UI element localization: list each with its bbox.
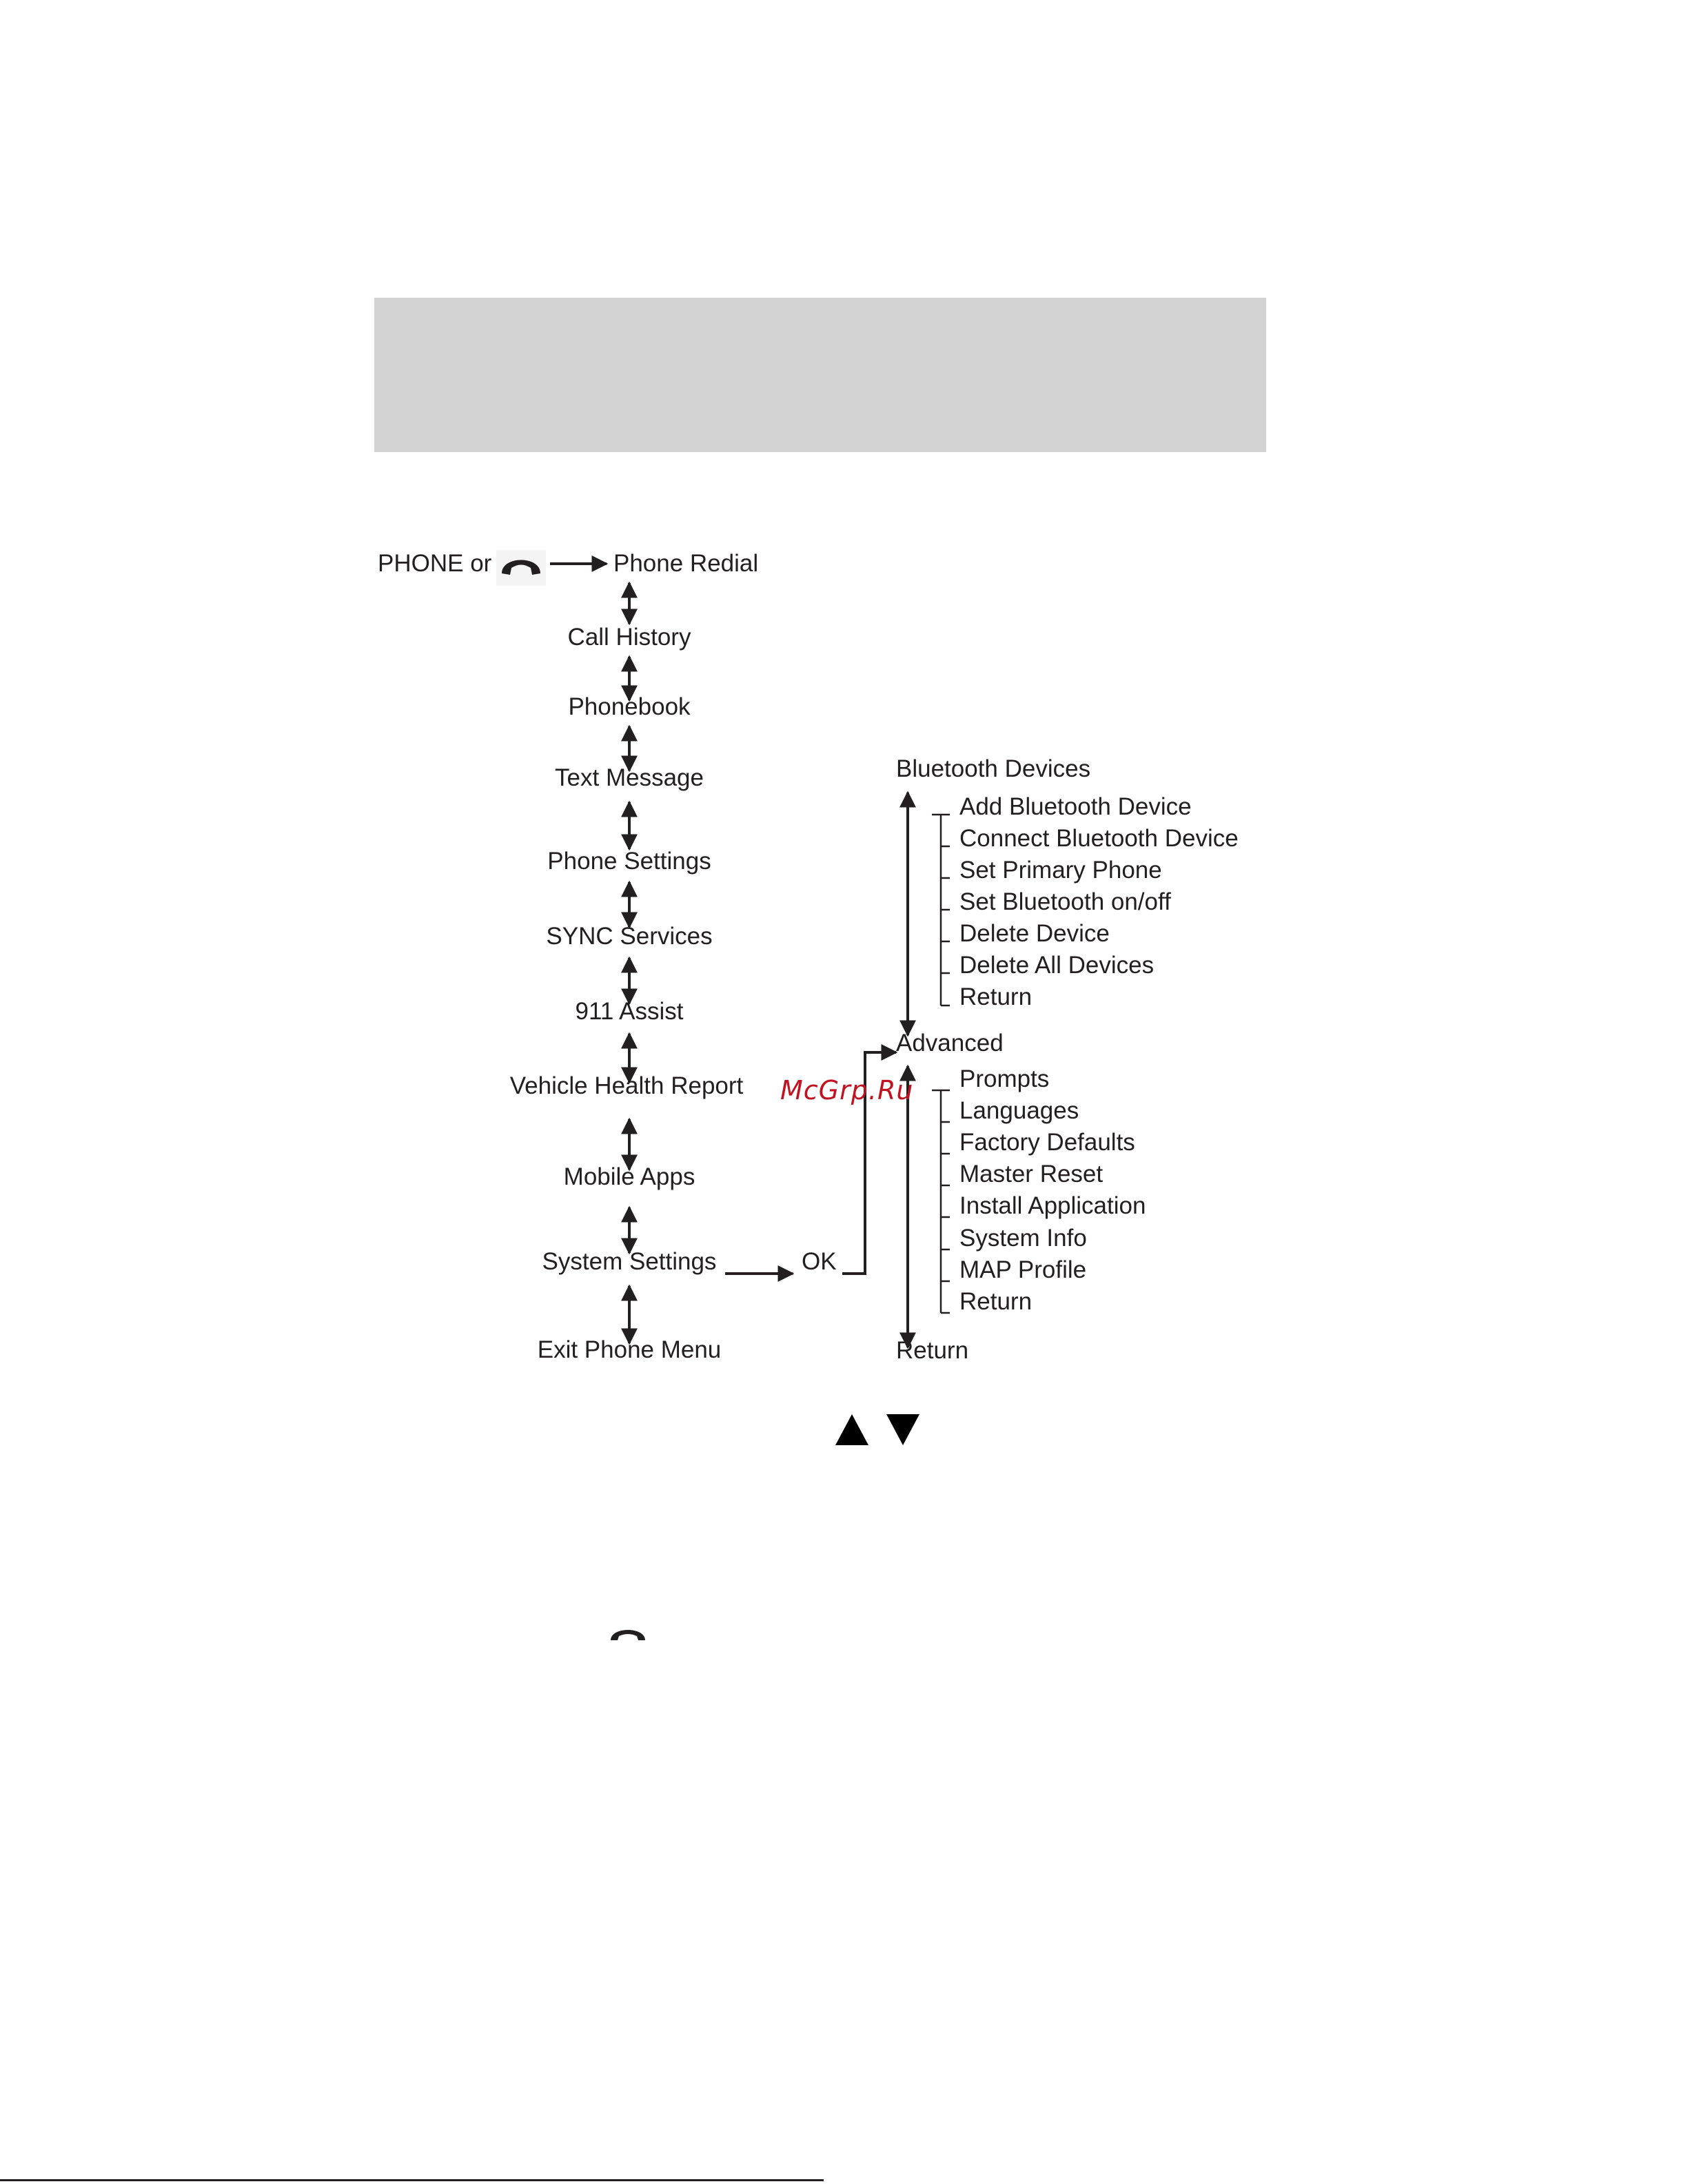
phone-handset-icon-bottom	[611, 1630, 645, 1640]
bluetooth-submenu-bracket	[932, 815, 950, 1006]
menu-item-phone-settings[interactable]: Phone Settings	[547, 848, 711, 875]
menu-item-sync-services[interactable]: SYNC Services	[546, 923, 713, 950]
submenu-item-install-application[interactable]: Install Application	[959, 1192, 1146, 1219]
submenu-item-prompts[interactable]: Prompts	[959, 1065, 1050, 1092]
menu-item-911-assist[interactable]: 911 Assist	[575, 998, 684, 1025]
menu-item-vehicle-health-report[interactable]: Vehicle Health Report	[509, 1072, 744, 1099]
footer-rule	[0, 2179, 824, 2181]
submenu-item-factory-defaults[interactable]: Factory Defaults	[959, 1129, 1135, 1156]
menu-item-system-settings[interactable]: System Settings	[542, 1248, 717, 1275]
menu-item-mobile-apps[interactable]: Mobile Apps	[563, 1163, 695, 1190]
submenu-item-set-primary-phone[interactable]: Set Primary Phone	[959, 857, 1162, 884]
advanced-heading[interactable]: Advanced	[896, 1030, 1004, 1057]
down-arrow-icon[interactable]	[886, 1414, 919, 1445]
submenu-item-master-reset[interactable]: Master Reset	[959, 1161, 1104, 1187]
submenu-item-return[interactable]: Return	[959, 983, 1033, 1010]
up-arrow-icon[interactable]	[835, 1414, 868, 1445]
menu-item-call-history[interactable]: Call History	[567, 624, 691, 651]
submenu-item-languages[interactable]: Languages	[959, 1097, 1079, 1124]
menu-item-text-message[interactable]: Text Message	[555, 764, 704, 791]
watermark: McGrp.Ru	[780, 1075, 914, 1105]
submenu-item-map-profile[interactable]: MAP Profile	[959, 1256, 1087, 1283]
submenu-item-delete-all-devices[interactable]: Delete All Devices	[959, 952, 1155, 979]
return-label[interactable]: Return	[896, 1337, 969, 1364]
submenu-item-return[interactable]: Return	[959, 1288, 1033, 1315]
menu-item-exit-phone-menu[interactable]: Exit Phone Menu	[537, 1336, 722, 1363]
menu-item-phonebook[interactable]: Phonebook	[568, 693, 691, 720]
start-label: PHONE or	[378, 550, 492, 577]
phone-handset-icon	[496, 550, 546, 586]
submenu-item-system-info[interactable]: System Info	[959, 1225, 1087, 1252]
submenu-item-delete-device[interactable]: Delete Device	[959, 920, 1110, 947]
ok-button-label[interactable]: OK	[802, 1248, 837, 1275]
submenu-item-add-bluetooth-device[interactable]: Add Bluetooth Device	[959, 793, 1192, 820]
advanced-submenu-bracket	[932, 1090, 950, 1313]
submenu-item-connect-bluetooth-device[interactable]: Connect Bluetooth Device	[959, 825, 1239, 852]
menu-item-phone-redial[interactable]: Phone Redial	[613, 550, 759, 577]
bluetooth-devices-heading[interactable]: Bluetooth Devices	[896, 755, 1091, 782]
submenu-item-set-bluetooth-onoff[interactable]: Set Bluetooth on/off	[959, 888, 1171, 915]
